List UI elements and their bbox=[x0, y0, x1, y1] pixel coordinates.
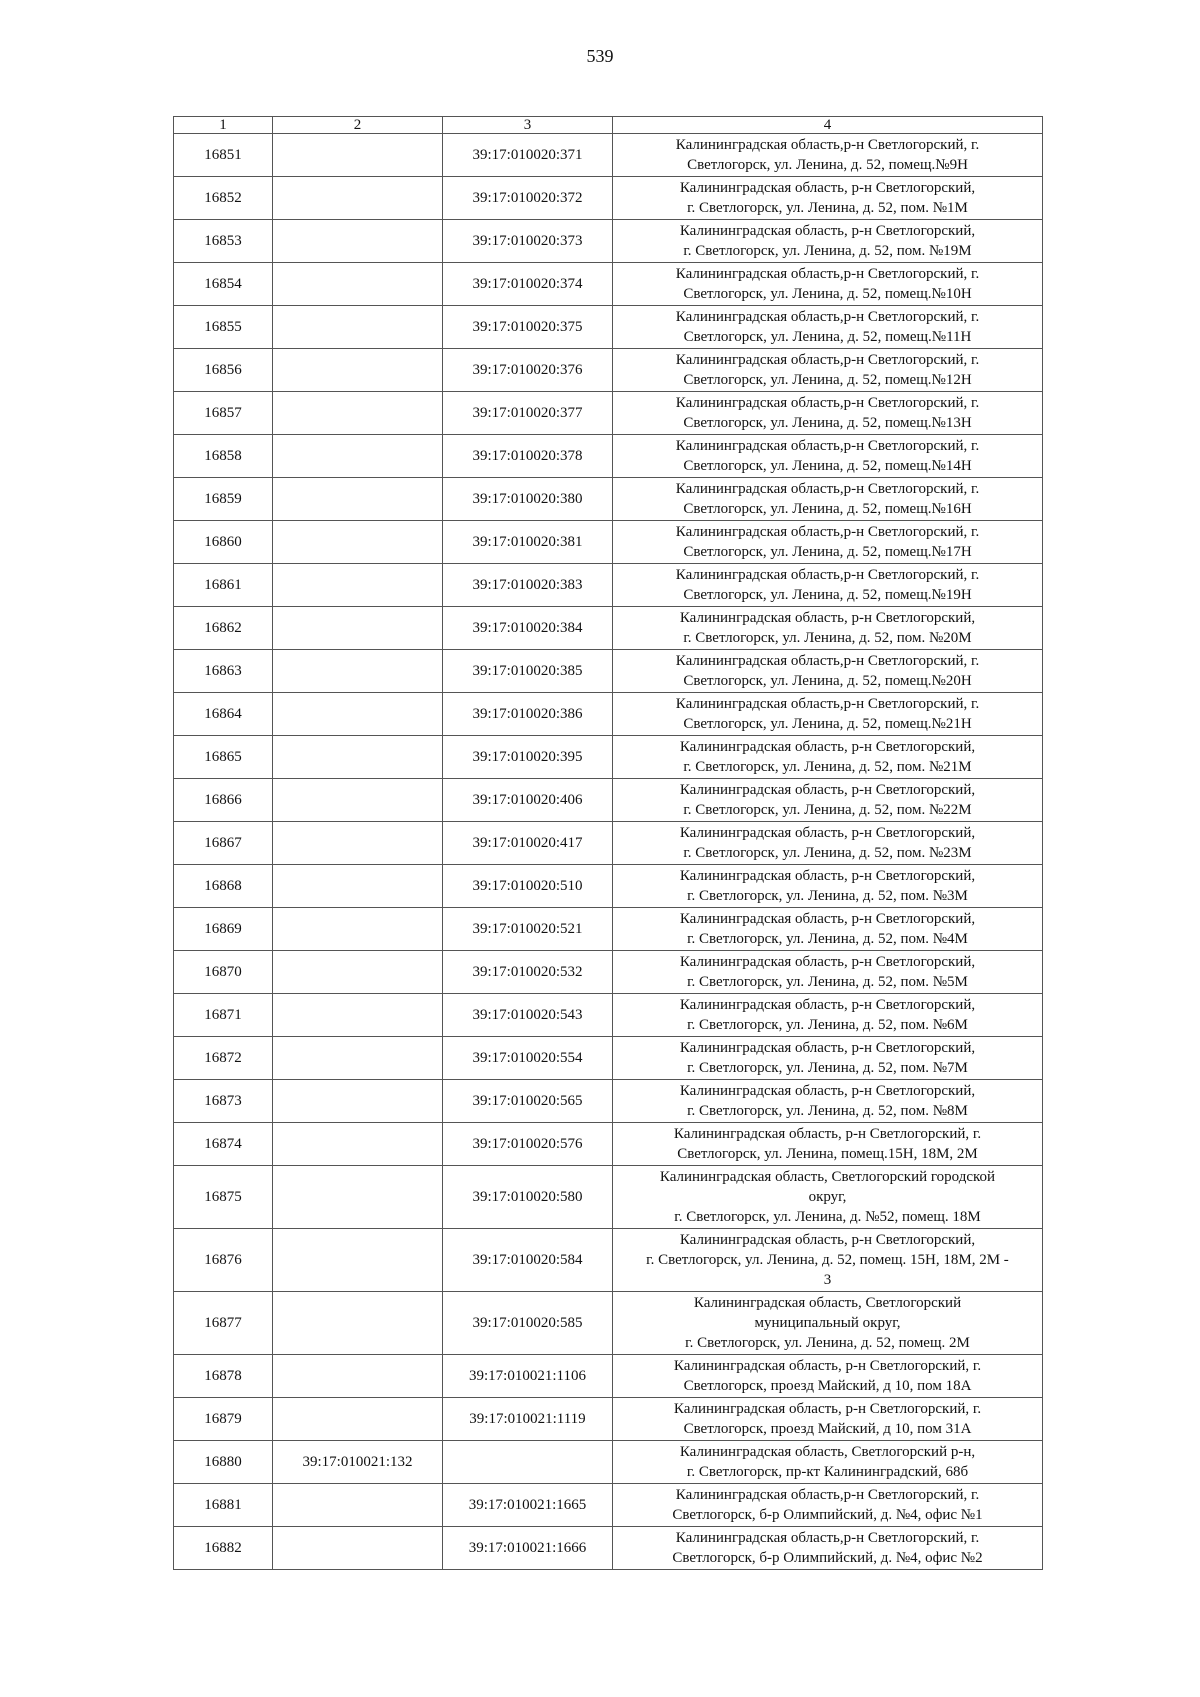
row-number: 16881 bbox=[174, 1484, 273, 1527]
table-row bbox=[174, 392, 1043, 435]
cadastral-number-premises: 39:17:010020:521 bbox=[443, 908, 613, 951]
cadastral-number-premises: 39:17:010020:532 bbox=[443, 951, 613, 994]
cadastral-number-premises: 39:17:010020:395 bbox=[443, 736, 613, 779]
cadastral-number-building bbox=[273, 1229, 443, 1292]
cadastral-number-premises: 39:17:010020:374 bbox=[443, 263, 613, 306]
row-number: 16858 bbox=[174, 435, 273, 478]
table-row bbox=[174, 822, 1043, 865]
row-number: 16876 bbox=[174, 1229, 273, 1292]
cadastral-number-premises: 39:17:010020:383 bbox=[443, 564, 613, 607]
cadastral-number-premises: 39:17:010020:565 bbox=[443, 1080, 613, 1123]
table-row bbox=[174, 607, 1043, 650]
cadastral-number-building bbox=[273, 564, 443, 607]
address: Калининградская область, р-н Светлогорский, г. Светлогорск, ул. Ленина, д. 52, помещ. 15Н, 18М, 2М - 3 bbox=[613, 1229, 1043, 1292]
cadastral-number-premises: 39:17:010020:543 bbox=[443, 994, 613, 1037]
address: Калининградская область, Светлогорский городской округ, г. Светлогорск, ул. Ленина, д. №52, помещ. 18М bbox=[613, 1166, 1043, 1229]
cadastral-number-premises: 39:17:010020:386 bbox=[443, 693, 613, 736]
cadastral-number-premises: 39:17:010020:378 bbox=[443, 435, 613, 478]
row-number: 16879 bbox=[174, 1398, 273, 1441]
address: Калининградская область, р-н Светлогорский, г. Светлогорск, ул. Ленина, д. 52, пом. №21М bbox=[613, 736, 1043, 779]
cadastral-number-premises: 39:17:010020:376 bbox=[443, 349, 613, 392]
row-number: 16880 bbox=[174, 1441, 273, 1484]
table-row bbox=[174, 693, 1043, 736]
column-header-2: 2 bbox=[273, 117, 443, 134]
table-row bbox=[174, 779, 1043, 822]
row-number: 16863 bbox=[174, 650, 273, 693]
row-number: 16859 bbox=[174, 478, 273, 521]
cadastral-number-premises: 39:17:010020:371 bbox=[443, 134, 613, 177]
address: Калининградская область,р-н Светлогорский, г. Светлогорск, б-р Олимпийский, д. №4, офис №2 bbox=[613, 1527, 1043, 1570]
row-number: 16874 bbox=[174, 1123, 273, 1166]
table-row bbox=[174, 177, 1043, 220]
registry-table bbox=[173, 116, 1043, 1570]
table-row bbox=[174, 1229, 1043, 1292]
cadastral-number-building bbox=[273, 1355, 443, 1398]
address: Калининградская область, р-н Светлогорский, г. Светлогорск, ул. Ленина, д. 52, пом. №5М bbox=[613, 951, 1043, 994]
address: Калининградская область, р-н Светлогорский, г. Светлогорск, ул. Ленина, д. 52, пом. №6М bbox=[613, 994, 1043, 1037]
table-row bbox=[174, 908, 1043, 951]
column-header-3: 3 bbox=[443, 117, 613, 134]
address: Калининградская область,р-н Светлогорский, г. Светлогорск, ул. Ленина, д. 52, помещ.№13Н bbox=[613, 392, 1043, 435]
cadastral-number-premises: 39:17:010020:377 bbox=[443, 392, 613, 435]
address: Калининградская область, р-н Светлогорский, г. Светлогорск, ул. Ленина, д. 52, пом. №8М bbox=[613, 1080, 1043, 1123]
address: Калининградская область,р-н Светлогорский, г. Светлогорск, ул. Ленина, д. 52, помещ.№16Н bbox=[613, 478, 1043, 521]
cadastral-number-building bbox=[273, 779, 443, 822]
cadastral-number-premises: 39:17:010021:1119 bbox=[443, 1398, 613, 1441]
row-number: 16878 bbox=[174, 1355, 273, 1398]
row-number: 16867 bbox=[174, 822, 273, 865]
cadastral-number-premises: 39:17:010020:510 bbox=[443, 865, 613, 908]
cadastral-number-building bbox=[273, 908, 443, 951]
address: Калининградская область, р-н Светлогорский, г. Светлогорск, ул. Ленина, д. 52, пом. №20М bbox=[613, 607, 1043, 650]
row-number: 16875 bbox=[174, 1166, 273, 1229]
row-number: 16865 bbox=[174, 736, 273, 779]
table-row bbox=[174, 306, 1043, 349]
row-number: 16866 bbox=[174, 779, 273, 822]
cadastral-number-building bbox=[273, 994, 443, 1037]
cadastral-number-building bbox=[273, 650, 443, 693]
cadastral-number-premises bbox=[443, 1441, 613, 1484]
table-row bbox=[174, 435, 1043, 478]
cadastral-number-building bbox=[273, 1527, 443, 1570]
cadastral-number-building bbox=[273, 306, 443, 349]
row-number: 16862 bbox=[174, 607, 273, 650]
cadastral-number-premises: 39:17:010020:585 bbox=[443, 1292, 613, 1355]
cadastral-number-building bbox=[273, 220, 443, 263]
cadastral-number-building bbox=[273, 392, 443, 435]
table-row bbox=[174, 349, 1043, 392]
cadastral-number-building: 39:17:010021:132 bbox=[273, 1441, 443, 1484]
page-number: 539 bbox=[586, 46, 614, 66]
cadastral-number-premises: 39:17:010020:406 bbox=[443, 779, 613, 822]
address: Калининградская область,р-н Светлогорский, г. Светлогорск, ул. Ленина, д. 52, помещ.№17Н bbox=[613, 521, 1043, 564]
table-row bbox=[174, 478, 1043, 521]
cadastral-number-building bbox=[273, 822, 443, 865]
address: Калининградская область,р-н Светлогорский, г. Светлогорск, ул. Ленина, д. 52, помещ.№19Н bbox=[613, 564, 1043, 607]
address: Калининградская область, р-н Светлогорский, г. Светлогорск, ул. Ленина, помещ.15Н, 18М, 2М bbox=[613, 1123, 1043, 1166]
table-row bbox=[174, 1292, 1043, 1355]
cadastral-number-premises: 39:17:010020:372 bbox=[443, 177, 613, 220]
address: Калининградская область,р-н Светлогорский, г. Светлогорск, ул. Ленина, д. 52, помещ.№21Н bbox=[613, 693, 1043, 736]
address: Калининградская область, р-н Светлогорский, г. Светлогорск, ул. Ленина, д. 52, пом. №4М bbox=[613, 908, 1043, 951]
cadastral-number-building bbox=[273, 1484, 443, 1527]
address: Калининградская область, р-н Светлогорский, г. Светлогорск, ул. Ленина, д. 52, пом. №22М bbox=[613, 779, 1043, 822]
cadastral-number-building bbox=[273, 1398, 443, 1441]
row-number: 16855 bbox=[174, 306, 273, 349]
table-row bbox=[174, 736, 1043, 779]
row-number: 16860 bbox=[174, 521, 273, 564]
cadastral-number-premises: 39:17:010020:375 bbox=[443, 306, 613, 349]
table-row bbox=[174, 263, 1043, 306]
address: Калининградская область, р-н Светлогорский, г. Светлогорск, ул. Ленина, д. 52, пом. №3М bbox=[613, 865, 1043, 908]
cadastral-number-building bbox=[273, 1292, 443, 1355]
cadastral-number-building bbox=[273, 736, 443, 779]
cadastral-number-premises: 39:17:010020:580 bbox=[443, 1166, 613, 1229]
address: Калининградская область,р-н Светлогорский, г. Светлогорск, ул. Ленина, д. 52, помещ.№11Н bbox=[613, 306, 1043, 349]
cadastral-number-building bbox=[273, 693, 443, 736]
address: Калининградская область,р-н Светлогорский, г. Светлогорск, б-р Олимпийский, д. №4, офис №1 bbox=[613, 1484, 1043, 1527]
cadastral-number-building bbox=[273, 865, 443, 908]
cadastral-number-premises: 39:17:010020:576 bbox=[443, 1123, 613, 1166]
cadastral-number-premises: 39:17:010021:1106 bbox=[443, 1355, 613, 1398]
table-row bbox=[174, 951, 1043, 994]
cadastral-number-building bbox=[273, 349, 443, 392]
table-row bbox=[174, 650, 1043, 693]
row-number: 16853 bbox=[174, 220, 273, 263]
table-row bbox=[174, 134, 1043, 177]
row-number: 16868 bbox=[174, 865, 273, 908]
row-number: 16852 bbox=[174, 177, 273, 220]
table-row bbox=[174, 1398, 1043, 1441]
table-row bbox=[174, 564, 1043, 607]
column-header-4: 4 bbox=[613, 117, 1043, 134]
address: Калининградская область, р-н Светлогорский, г. Светлогорск, ул. Ленина, д. 52, пом. №23М bbox=[613, 822, 1043, 865]
cadastral-number-premises: 39:17:010021:1666 bbox=[443, 1527, 613, 1570]
cadastral-number-building bbox=[273, 607, 443, 650]
table-row bbox=[174, 994, 1043, 1037]
cadastral-number-premises: 39:17:010020:554 bbox=[443, 1037, 613, 1080]
cadastral-number-building bbox=[273, 521, 443, 564]
header-row bbox=[174, 117, 1043, 134]
cadastral-number-building bbox=[273, 1037, 443, 1080]
row-number: 16856 bbox=[174, 349, 273, 392]
cadastral-number-building bbox=[273, 951, 443, 994]
address: Калининградская область,р-н Светлогорский, г. Светлогорск, ул. Ленина, д. 52, помещ.№14Н bbox=[613, 435, 1043, 478]
cadastral-number-building bbox=[273, 1080, 443, 1123]
cadastral-number-premises: 39:17:010020:385 bbox=[443, 650, 613, 693]
cadastral-number-building bbox=[273, 134, 443, 177]
address: Калининградская область, р-н Светлогорский, г. Светлогорск, проезд Майский, д 10, пом 18А bbox=[613, 1355, 1043, 1398]
cadastral-number-premises: 39:17:010020:384 bbox=[443, 607, 613, 650]
row-number: 16871 bbox=[174, 994, 273, 1037]
table-row bbox=[174, 1441, 1043, 1484]
table-row bbox=[174, 1080, 1043, 1123]
column-header-1: 1 bbox=[174, 117, 273, 134]
table-row bbox=[174, 1037, 1043, 1080]
row-number: 16864 bbox=[174, 693, 273, 736]
address: Калининградская область, Светлогорский р-н, г. Светлогорск, пр-кт Калининградский, 68б bbox=[613, 1441, 1043, 1484]
cadastral-number-building bbox=[273, 1123, 443, 1166]
cadastral-number-premises: 39:17:010020:381 bbox=[443, 521, 613, 564]
table-row bbox=[174, 1355, 1043, 1398]
address: Калининградская область, р-н Светлогорский, г. Светлогорск, проезд Майский, д 10, пом 31А bbox=[613, 1398, 1043, 1441]
address: Калининградская область,р-н Светлогорский, г. Светлогорск, ул. Ленина, д. 52, помещ.№9Н bbox=[613, 134, 1043, 177]
row-number: 16872 bbox=[174, 1037, 273, 1080]
cadastral-number-building bbox=[273, 1166, 443, 1229]
table-row bbox=[174, 1166, 1043, 1229]
table-row bbox=[174, 1484, 1043, 1527]
cadastral-number-building bbox=[273, 177, 443, 220]
table-row bbox=[174, 521, 1043, 564]
cadastral-number-premises: 39:17:010020:584 bbox=[443, 1229, 613, 1292]
table-row bbox=[174, 1123, 1043, 1166]
cadastral-number-building bbox=[273, 435, 443, 478]
row-number: 16861 bbox=[174, 564, 273, 607]
row-number: 16877 bbox=[174, 1292, 273, 1355]
table-row bbox=[174, 1527, 1043, 1570]
address: Калининградская область, р-н Светлогорский, г. Светлогорск, ул. Ленина, д. 52, пом. №7М bbox=[613, 1037, 1043, 1080]
address: Калининградская область, р-н Светлогорский, г. Светлогорск, ул. Ленина, д. 52, пом. №1М bbox=[613, 177, 1043, 220]
row-number: 16869 bbox=[174, 908, 273, 951]
row-number: 16854 bbox=[174, 263, 273, 306]
cadastral-number-premises: 39:17:010020:417 bbox=[443, 822, 613, 865]
row-number: 16870 bbox=[174, 951, 273, 994]
address: Калининградская область,р-н Светлогорский, г. Светлогорск, ул. Ленина, д. 52, помещ.№20Н bbox=[613, 650, 1043, 693]
row-number: 16857 bbox=[174, 392, 273, 435]
address: Калининградская область,р-н Светлогорский, г. Светлогорск, ул. Ленина, д. 52, помещ.№10Н bbox=[613, 263, 1043, 306]
row-number: 16882 bbox=[174, 1527, 273, 1570]
cadastral-number-premises: 39:17:010021:1665 bbox=[443, 1484, 613, 1527]
address: Калининградская область, Светлогорский муниципальный округ, г. Светлогорск, ул. Ленина, д. 52, помещ. 2М bbox=[613, 1292, 1043, 1355]
table-row bbox=[174, 865, 1043, 908]
address: Калининградская область, р-н Светлогорский, г. Светлогорск, ул. Ленина, д. 52, пом. №19М bbox=[613, 220, 1043, 263]
cadastral-number-building bbox=[273, 478, 443, 521]
cadastral-number-building bbox=[273, 263, 443, 306]
cadastral-number-premises: 39:17:010020:373 bbox=[443, 220, 613, 263]
table-row bbox=[174, 220, 1043, 263]
cadastral-number-premises: 39:17:010020:380 bbox=[443, 478, 613, 521]
address: Калининградская область,р-н Светлогорский, г. Светлогорск, ул. Ленина, д. 52, помещ.№12Н bbox=[613, 349, 1043, 392]
registry-table-body bbox=[174, 117, 1043, 1570]
row-number: 16851 bbox=[174, 134, 273, 177]
row-number: 16873 bbox=[174, 1080, 273, 1123]
